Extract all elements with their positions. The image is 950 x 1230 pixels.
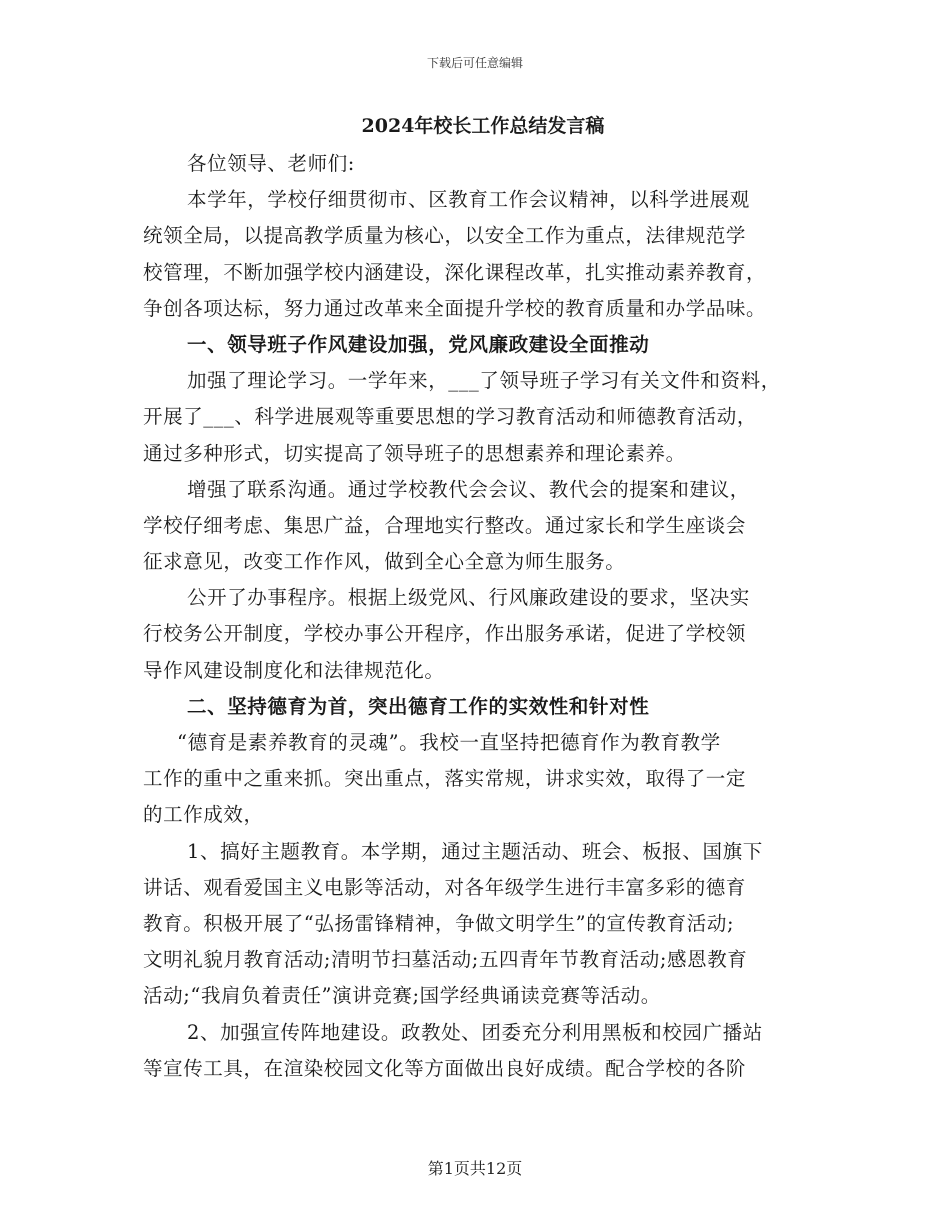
page-footer: 第1页共12页 bbox=[427, 1159, 523, 1178]
section-heading: 一、领导班子作风建设加强，党风廉政建设全面推动 bbox=[187, 332, 650, 356]
paragraph-line: 统领全局，以提高教学质量为核心，以安全工作为重点，法律规范学 bbox=[143, 224, 747, 248]
page-header: 下载后可任意编辑 bbox=[426, 56, 523, 70]
paragraph-line: 学校仔细考虑、集思广益，合理地实行整改。通过家长和学生座谈会 bbox=[143, 513, 747, 537]
salutation: 各位领导、老师们: bbox=[187, 152, 355, 175]
paragraph-line: 的工作成效， bbox=[143, 803, 264, 827]
paragraph-line: 等宣传工具，在渲染校园文化等方面做出良好成绩。配合学校的各阶 bbox=[143, 1056, 747, 1080]
paragraph-line: 开展了___、科学进展观等重要思想的学习教育活动和师德教育活动， bbox=[143, 405, 757, 429]
paragraph-line: 公开了办事程序。根据上级党风、行风廉政建设的要求，坚决实 bbox=[187, 586, 750, 610]
paragraph-line: 讲话、观看爱国主义电影等活动，对各年级学生进行丰富多彩的德育 bbox=[143, 875, 747, 899]
section-heading: 二、坚持德育为首，突出德育工作的实效性和针对性 bbox=[187, 694, 650, 718]
paragraph-line: 征求意见，改变工作作风，做到全心全意为师生服务。 bbox=[143, 550, 626, 574]
paragraph-line: “德育是素养教育的灵魂”。我校一直坚持把德育作为教育教学 bbox=[177, 731, 721, 754]
paragraph-line: 增强了联系沟通。通过学校教代会会议、教代会的提案和建议， bbox=[187, 477, 750, 501]
paragraph-line: 导作风建设制度化和法律规范化。 bbox=[143, 658, 445, 682]
paragraph-line: 文明礼貌月教育活动;清明节扫墓活动;五四青年节教育活动;感恩教育 bbox=[143, 948, 748, 972]
paragraph-line: 本学年，学校仔细贯彻市、区教育工作会议精神，以科学进展观 bbox=[187, 188, 750, 212]
paragraph-line: 活动;“我肩负着责任”演讲竞赛;国学经典诵读竞赛等活动。 bbox=[143, 984, 661, 1008]
paragraph-line: 2、加强宣传阵地建设。政教处、团委充分利用黑板和校园广播站 bbox=[187, 1020, 763, 1044]
paragraph-line: 教育。积极开展了“弘扬雷锋精神，争做文明学生”的宣传教育活动; bbox=[143, 911, 735, 935]
document-body bbox=[143, 106, 823, 1087]
paragraph-line: 1、搞好主题教育。本学期，通过主题活动、班会、板报、国旗下 bbox=[187, 839, 763, 863]
paragraph-line: 争创各项达标，努力通过改革来全面提升学校的教育质量和办学品味。 bbox=[143, 296, 767, 320]
paragraph-line: 通过多种形式，切实提高了领导班子的思想素养和理论素养。 bbox=[143, 441, 686, 465]
paragraph-line: 工作的重中之重来抓。突出重点，落实常规，讲求实效，取得了一定 bbox=[143, 767, 747, 791]
paragraph-line: 行校务公开制度，学校办事公开程序，作出服务承诺，促进了学校领 bbox=[143, 622, 747, 646]
paragraph-line: 加强了理论学习。一学年来，___了领导班子学习有关文件和资料， bbox=[187, 369, 781, 393]
document-title: 2024年校长工作总结发言稿 bbox=[361, 115, 605, 137]
paragraph-line: 校管理，不断加强学校内涵建设，深化课程改革，扎实推动素养教育， bbox=[143, 260, 767, 284]
